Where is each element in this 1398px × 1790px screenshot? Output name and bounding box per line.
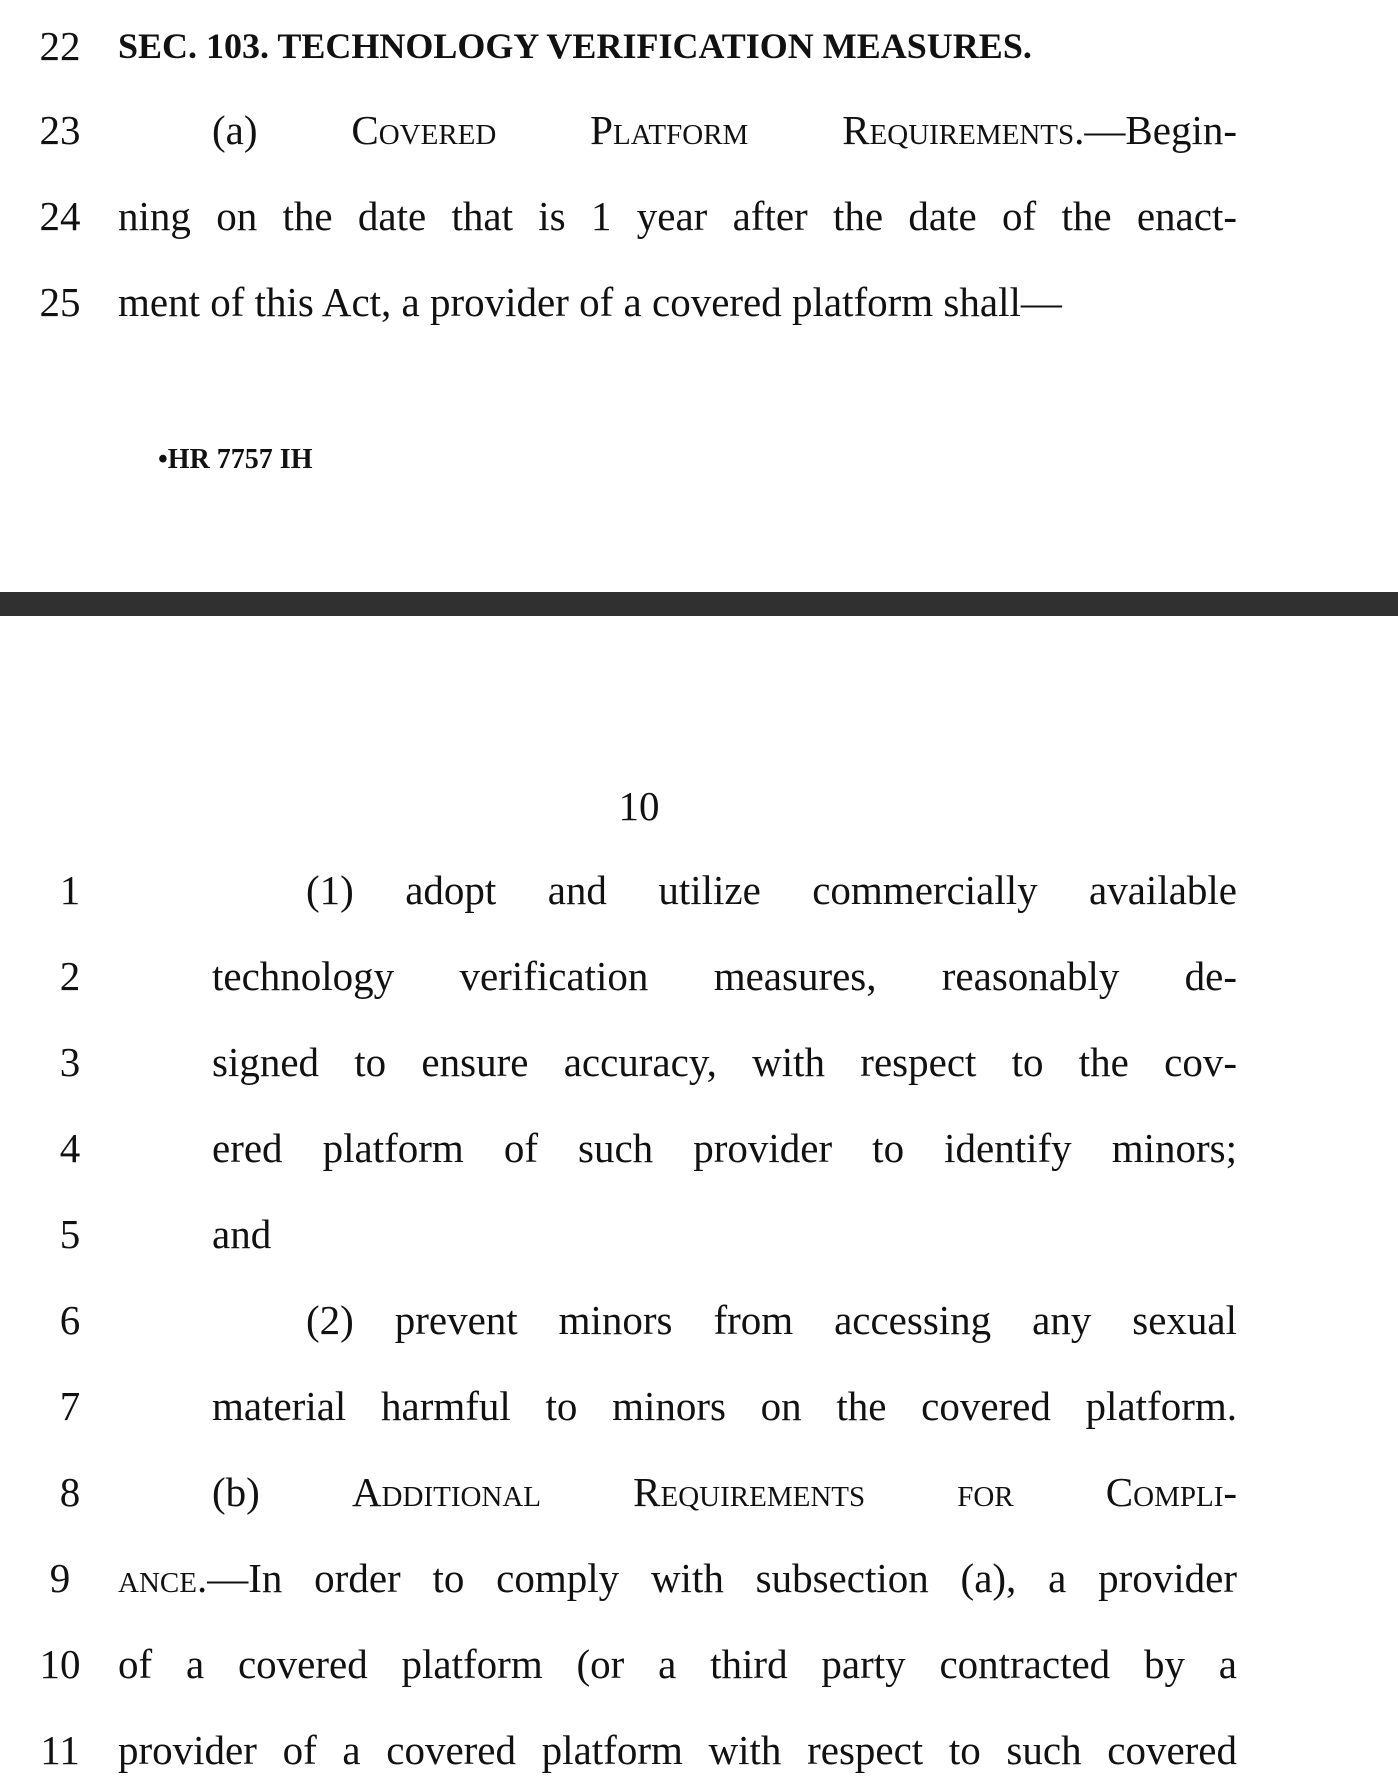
line-10: [0, 1634, 1398, 1694]
page-divider: [0, 592, 1398, 616]
subsection-heading: Covered Platform Requirements.: [351, 107, 1085, 153]
line-11: [0, 1720, 1398, 1780]
line-number: 9: [49, 1555, 71, 1601]
subsection-marker: (a): [212, 107, 352, 153]
line-6: [0, 1290, 1398, 1350]
page-number: 10: [618, 783, 660, 829]
line-number: 23: [39, 107, 81, 153]
line-text: and: [212, 1211, 272, 1257]
line-8: [0, 1462, 1398, 1522]
line-number: 8: [59, 1469, 81, 1515]
line-text: (1) adopt and utilize commercially available: [306, 867, 1237, 913]
line-number: 2: [59, 953, 81, 999]
line-text: ment of this Act, a provider of a covered platform shall—: [118, 279, 1062, 325]
line-number: 25: [39, 279, 81, 325]
line-5: [0, 1204, 1398, 1264]
line-22: [0, 16, 1398, 76]
line-number: 22: [39, 23, 81, 69]
line-1: [0, 860, 1398, 920]
page-bottom: [0, 616, 1398, 1790]
line-text: ning on the date that is 1 year after the date of the enact-: [118, 193, 1237, 239]
line-number: 3: [59, 1039, 81, 1085]
subsection-heading: Additional Requirements for Compli-: [351, 1469, 1238, 1515]
line-number: 5: [59, 1211, 81, 1257]
line-3: [0, 1032, 1398, 1092]
line-text-rest: —Begin-: [1084, 107, 1237, 153]
line-9: [0, 1548, 1398, 1608]
line-number: 6: [59, 1297, 81, 1343]
line-23: [0, 100, 1398, 160]
page-top: [0, 0, 1398, 592]
line-text: (2) prevent minors from accessing any sexual: [306, 1297, 1237, 1343]
line-text: of a covered platform (or a third party contracted by a: [118, 1641, 1237, 1687]
line-text-rest: —In order to comply with subsection (a), a provider: [207, 1555, 1237, 1601]
subsection-marker: (b): [212, 1469, 352, 1515]
line-24: [0, 186, 1398, 246]
line-number: 4: [59, 1125, 81, 1171]
line-25: [0, 272, 1398, 332]
line-text: provider of a covered platform with respect to such covered: [118, 1727, 1237, 1773]
line-number: 11: [40, 1727, 80, 1773]
line-text: [212, 1462, 1237, 1522]
line-number: 10: [39, 1641, 81, 1687]
line-text: material harmful to minors on the covered platform.: [212, 1383, 1237, 1429]
line-number: 7: [59, 1383, 81, 1429]
section-heading: SEC. 103. TECHNOLOGY VERIFICATION MEASURES.: [118, 26, 1032, 66]
line-4: [0, 1118, 1398, 1178]
subsection-heading-continued: ance.: [118, 1555, 208, 1601]
line-text: technology verification measures, reasonably de-: [212, 953, 1237, 999]
bill-identifier: •HR 7757 IH: [158, 444, 313, 475]
line-text: signed to ensure accuracy, with respect to the cov-: [212, 1039, 1237, 1085]
line-number: 1: [59, 867, 81, 913]
line-7: [0, 1376, 1398, 1436]
line-2: [0, 946, 1398, 1006]
line-number: 24: [39, 193, 81, 239]
line-text: [212, 100, 1237, 160]
line-text: ered platform of such provider to identify minors;: [212, 1125, 1237, 1171]
line-text: [118, 1548, 1237, 1608]
